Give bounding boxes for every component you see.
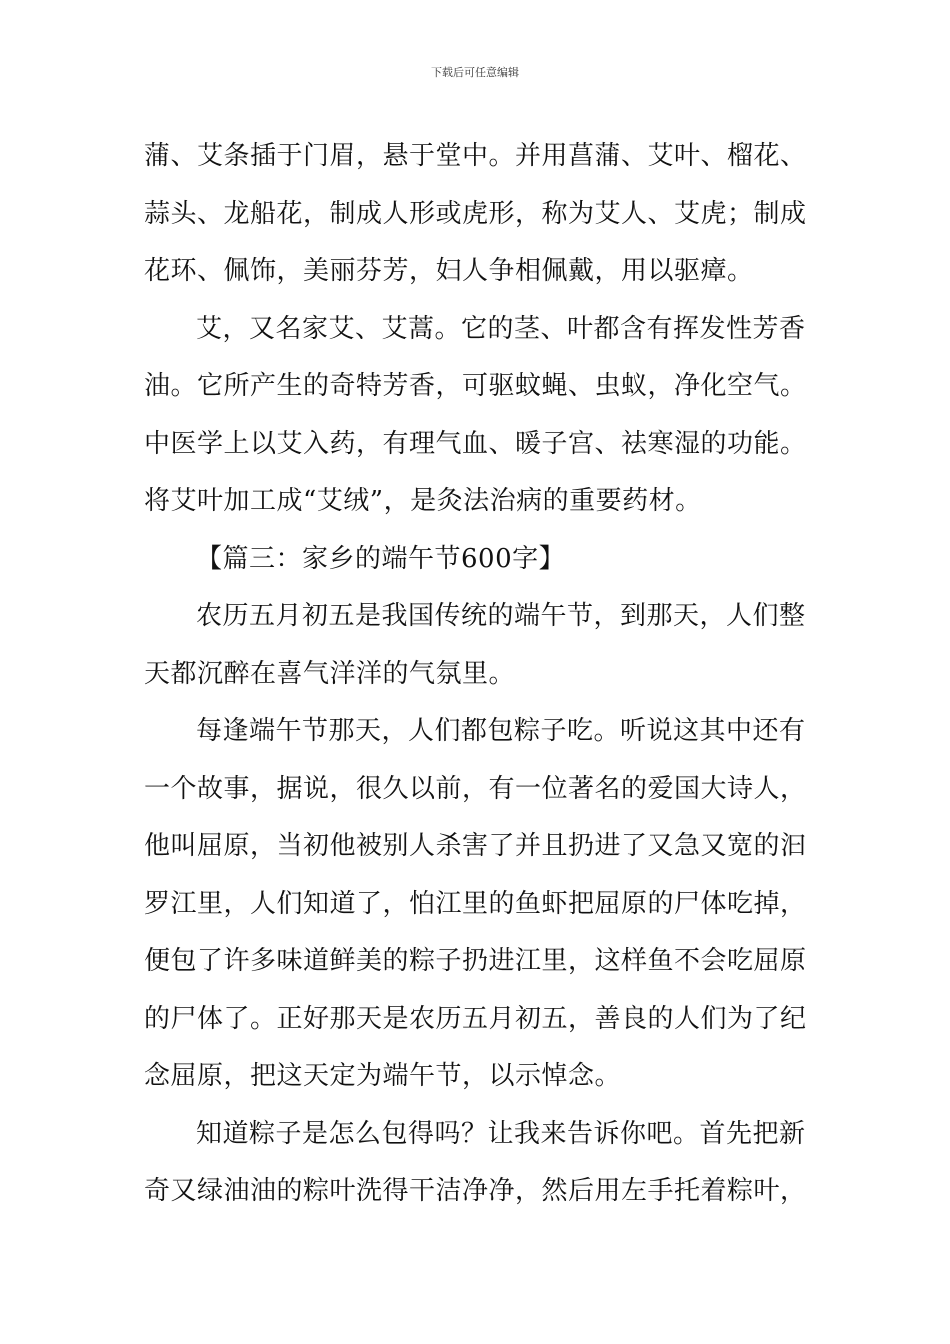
text-line: 农历五月初五是我国传统的端午节，到那天，人们整 [196,601,806,631]
text-line: 念屈原，把这天定为端午节，以示悼念。 [144,1061,622,1091]
paragraph-1 [144,128,812,301]
paragraph-4 [144,703,812,1106]
paragraph-2 [144,301,812,531]
section-heading [144,531,812,589]
text-line: 花环、佩饰，美丽芬芳，妇人争相佩戴，用以驱瘴。 [144,256,754,286]
text-line: 艾，又名家艾、艾蒿。它的茎、叶都含有挥发性芳香 [196,313,806,344]
text-line: 天都沉醉在喜气洋洋的气氛里。 [144,658,516,689]
text-line: 他叫屈原，当初他被别人杀害了并且扔进了又急又宽的汩 [144,831,807,861]
text-line: 将艾叶加工成“艾绒”，是灸法治病的重要药材。 [144,486,702,516]
text-line: 蒲、艾条插于门眉，悬于堂中。并用菖蒲、艾叶、榴花、 [144,141,807,171]
text-line: 中医学上以艾入药，有理气血、暖子宫、祛寒湿的功能。 [144,428,807,459]
text-line: 每逢端午节那天，人们都包粽子吃。听说这其中还有 [196,716,806,746]
text-line: 的尸体了。正好那天是农历五月初五，善良的人们为了纪 [144,1003,807,1034]
text-line: 蒜头、龙船花，制成人形或虎形，称为艾人、艾虎；制成 [144,198,807,229]
page-header: 下载后可任意编辑 [431,66,519,79]
document-body [144,128,812,1221]
text-line: 知道粽子是怎么包得吗？让我来告诉你吧。首先把新 [196,1118,806,1149]
text-line: 奇又绿油油的粽叶洗得干洁净净，然后用左手托着粽叶， [144,1176,807,1206]
section-heading-text: 【篇三：家乡的端午节600字】 [196,543,566,574]
text-line: 罗江里，人们知道了，怕江里的鱼虾把屈原的尸体吃掉， [144,888,807,919]
text-line: 油。它所产生的奇特芳香，可驱蚊蝇、虫蚁，净化空气。 [144,371,807,401]
text-line: 便包了许多味道鲜美的粽子扔进江里，这样鱼不会吃屈原 [144,946,807,976]
text-line: 一个故事，据说，很久以前，有一位著名的爱国大诗人， [144,773,807,804]
paragraph-5 [144,1106,812,1221]
paragraph-3 [144,588,812,703]
